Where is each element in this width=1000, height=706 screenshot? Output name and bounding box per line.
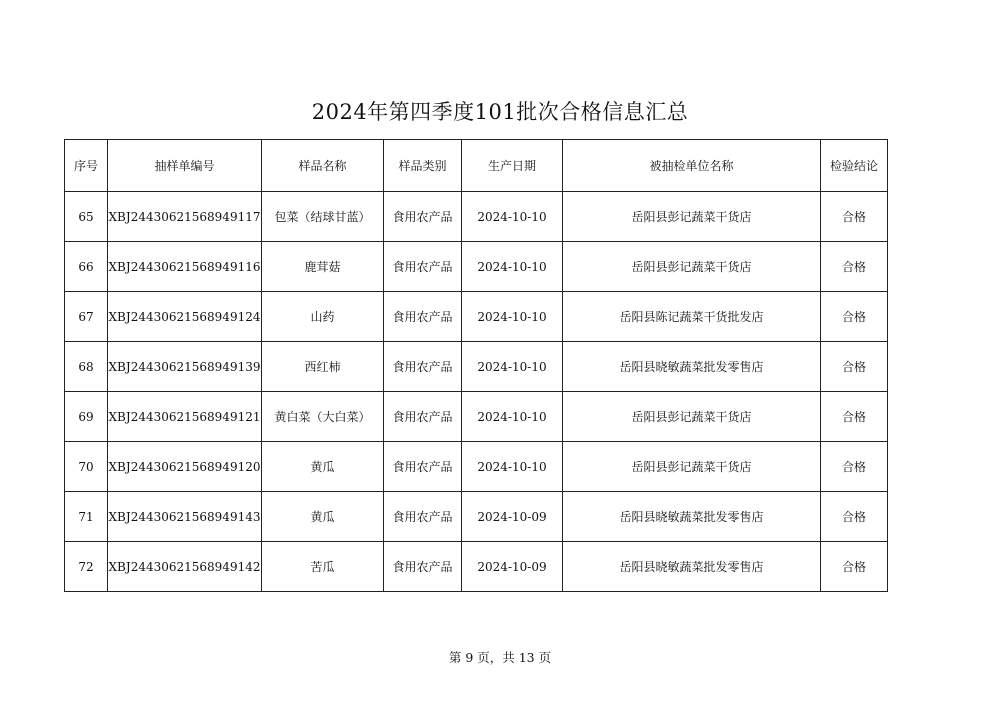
cell-sample-name: 西红柿 bbox=[262, 342, 384, 392]
cell-conclusion: 合格 bbox=[821, 492, 888, 542]
header-sample-name: 样品名称 bbox=[262, 140, 384, 192]
header-sample-category: 样品类别 bbox=[384, 140, 462, 192]
cell-sample-no: XBJ24430621568949120 bbox=[108, 442, 262, 492]
cell-sample-category: 食用农产品 bbox=[384, 492, 462, 542]
cell-production-date: 2024-10-10 bbox=[462, 242, 563, 292]
cell-sample-no: XBJ24430621568949121 bbox=[108, 392, 262, 442]
cell-inspected-unit: 岳阳县晓敏蔬菜批发零售店 bbox=[563, 542, 821, 592]
cell-inspected-unit: 岳阳县彭记蔬菜干货店 bbox=[563, 442, 821, 492]
table-row bbox=[65, 192, 888, 242]
cell-sample-name: 鹿茸菇 bbox=[262, 242, 384, 292]
cell-seq: 71 bbox=[65, 492, 108, 542]
cell-production-date: 2024-10-10 bbox=[462, 442, 563, 492]
cell-sample-category: 食用农产品 bbox=[384, 242, 462, 292]
cell-seq: 67 bbox=[65, 292, 108, 342]
cell-sample-no: XBJ24430621568949139 bbox=[108, 342, 262, 392]
cell-production-date: 2024-10-09 bbox=[462, 492, 563, 542]
cell-sample-name: 包菜（结球甘蓝） bbox=[262, 192, 384, 242]
cell-sample-no: XBJ24430621568949142 bbox=[108, 542, 262, 592]
table-row bbox=[65, 242, 888, 292]
cell-sample-name: 黄白菜（大白菜） bbox=[262, 392, 384, 442]
cell-conclusion: 合格 bbox=[821, 342, 888, 392]
cell-seq: 69 bbox=[65, 392, 108, 442]
cell-sample-category: 食用农产品 bbox=[384, 442, 462, 492]
table-header-row bbox=[65, 140, 888, 192]
page-title: 2024年第四季度101批次合格信息汇总 bbox=[311, 100, 689, 124]
cell-conclusion: 合格 bbox=[821, 542, 888, 592]
cell-sample-category: 食用农产品 bbox=[384, 292, 462, 342]
cell-conclusion: 合格 bbox=[821, 292, 888, 342]
header-conclusion: 检验结论 bbox=[821, 140, 888, 192]
cell-conclusion: 合格 bbox=[821, 442, 888, 492]
cell-sample-no: XBJ24430621568949124 bbox=[108, 292, 262, 342]
cell-inspected-unit: 岳阳县晓敏蔬菜批发零售店 bbox=[563, 492, 821, 542]
cell-inspected-unit: 岳阳县晓敏蔬菜批发零售店 bbox=[563, 342, 821, 392]
cell-production-date: 2024-10-10 bbox=[462, 392, 563, 442]
cell-production-date: 2024-10-10 bbox=[462, 292, 563, 342]
header-production-date: 生产日期 bbox=[462, 140, 563, 192]
cell-inspected-unit: 岳阳县彭记蔬菜干货店 bbox=[563, 192, 821, 242]
cell-production-date: 2024-10-09 bbox=[462, 542, 563, 592]
cell-sample-name: 黄瓜 bbox=[262, 492, 384, 542]
table-row bbox=[65, 542, 888, 592]
table-row bbox=[65, 392, 888, 442]
cell-seq: 68 bbox=[65, 342, 108, 392]
cell-seq: 66 bbox=[65, 242, 108, 292]
cell-sample-category: 食用农产品 bbox=[384, 392, 462, 442]
cell-sample-name: 黄瓜 bbox=[262, 442, 384, 492]
cell-sample-category: 食用农产品 bbox=[384, 342, 462, 392]
page-footer: 第 9 页，共 13 页 bbox=[448, 650, 552, 665]
cell-sample-no: XBJ24430621568949117 bbox=[108, 192, 262, 242]
cell-seq: 65 bbox=[65, 192, 108, 242]
cell-production-date: 2024-10-10 bbox=[462, 342, 563, 392]
header-sample-no: 抽样单编号 bbox=[108, 140, 262, 192]
cell-sample-name: 山药 bbox=[262, 292, 384, 342]
cell-conclusion: 合格 bbox=[821, 392, 888, 442]
cell-sample-name: 苦瓜 bbox=[262, 542, 384, 592]
results-table bbox=[64, 139, 888, 592]
table-row bbox=[65, 442, 888, 492]
cell-conclusion: 合格 bbox=[821, 192, 888, 242]
cell-inspected-unit: 岳阳县陈记蔬菜干货批发店 bbox=[563, 292, 821, 342]
cell-seq: 72 bbox=[65, 542, 108, 592]
table-row bbox=[65, 292, 888, 342]
cell-seq: 70 bbox=[65, 442, 108, 492]
table-row bbox=[65, 492, 888, 542]
cell-production-date: 2024-10-10 bbox=[462, 192, 563, 242]
cell-sample-no: XBJ24430621568949116 bbox=[108, 242, 262, 292]
header-inspected-unit: 被抽检单位名称 bbox=[563, 140, 821, 192]
cell-sample-category: 食用农产品 bbox=[384, 542, 462, 592]
cell-inspected-unit: 岳阳县彭记蔬菜干货店 bbox=[563, 392, 821, 442]
cell-sample-no: XBJ24430621568949143 bbox=[108, 492, 262, 542]
cell-sample-category: 食用农产品 bbox=[384, 192, 462, 242]
header-seq: 序号 bbox=[65, 140, 108, 192]
table-row bbox=[65, 342, 888, 392]
cell-inspected-unit: 岳阳县彭记蔬菜干货店 bbox=[563, 242, 821, 292]
cell-conclusion: 合格 bbox=[821, 242, 888, 292]
